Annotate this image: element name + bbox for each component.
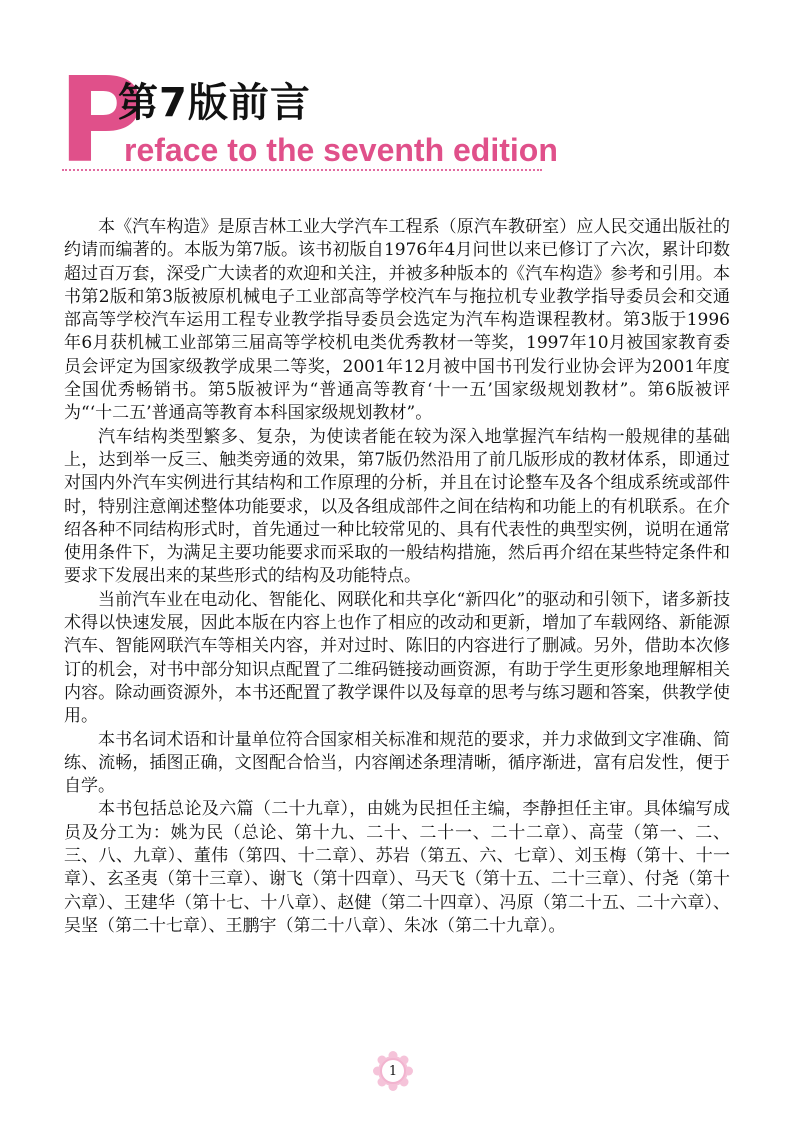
paragraph-4: 本书名词术语和计量单位符合国家相关标准和规范的要求，并力求做到文字准确、简练、流畅，插图正确，文图配合恰当，内容阐述条理清晰，循序渐进，富有启发性，便于自学。	[64, 729, 730, 797]
page-subtitle: reface to the seventh edition	[124, 132, 558, 168]
page-title: 第7版前言	[118, 80, 311, 126]
title-divider	[62, 169, 542, 171]
paragraph-2: 汽车结构类型繁多、复杂，为使读者能在较为深入地掌握汽车结构一般规律的基础上，达到举一反三、触类旁通的效果，第7版仍然沿用了前几版形成的教材体系，即通过对国内外汽车实例进行其结构和工作原理的分析，并且在讨论整车及各个组成系统或部件时，特别注意阐述整体功能要求，以及各组成部件之间在结构和功能上的有机联系。在介绍各种不同结构形式时，首先通过一种比较常见的、具有代表性的典型实例，说明在通常使用条件下，为满足主要功能要求而采取的一般结构措施，然后再介绍在某些特定条件和要求下发展出来的某些形式的结构及功能特点。	[64, 426, 730, 587]
paragraph-1: 本《汽车构造》是原吉林工业大学汽车工程系（原汽车教研室）应人民交通出版社的约请而编著的。本版为第7版。该书初版自1976年4月问世以来已修订了六次，累计印数超过百万套，深受广大读者的欢迎和关注，并被多种版本的《汽车构造》参考和引用。本书第2版和第3版被原机械电子工业部高等学校汽车与拖拉机专业教学指导委员会和交通部高等学校汽车运用工程专业教学指导委员会选定为汽车构造课程教材。第3版于1996年6月获机械工业部第三届高等学校机电类优秀教材一等奖，1997年10月被国家教育委员会评定为国家级教学成果二等奖，2001年12月被中国书刊发行业协会评为2001年度全国优秀畅销书。第5版被评为“普通高等教育‘十一五’国家级规划教材”。第6版被评为“‘十二五’普通高等教育本科国家级规划教材”。	[64, 217, 730, 424]
paragraph-3: 当前汽车业在电动化、智能化、网联化和共享化“新四化”的驱动和引领下，诸多新技术得以快速发展，因此本版在内容上也作了相应的改动和更新，增加了车载网络、新能源汽车、智能网联汽车等相关内容，并对过时、陈旧的内容进行了删减。另外，借助本次修订的机会，对书中部分知识点配置了二维码链接动画资源，有助于学生更形象地理解相关内容。除动画资源外，本书还配置了教学课件以及每章的思考与练习题和答案，供教学使用。	[64, 589, 730, 727]
paragraph-5: 本书包括总论及六篇（二十九章），由姚为民担任主编，李静担任主审。具体编写成员及分工为：姚为民（总论、第十九、二十、二十一、二十二章）、高莹（第一、二、三、八、九章）、董伟（第四、十二章）、苏岩（第五、六、七章）、刘玉梅（第十、十一章）、玄圣夷（第十三章）、谢飞（第十四章）、马天飞（第十五、二十三章）、付尧（第十六章）、王建华（第十七、十八章）、赵健（第二十四章）、冯原（第二十五、二十六章）、吴坚（第二十七章）、王鹏宇（第二十八章）、朱冰（第二十九章）。	[64, 799, 730, 936]
page-number: 1	[380, 1058, 406, 1084]
preface-body	[64, 216, 730, 938]
decorative-initial-letter: P	[58, 51, 143, 189]
preface-header	[58, 51, 578, 189]
page-number-badge	[373, 1051, 413, 1091]
